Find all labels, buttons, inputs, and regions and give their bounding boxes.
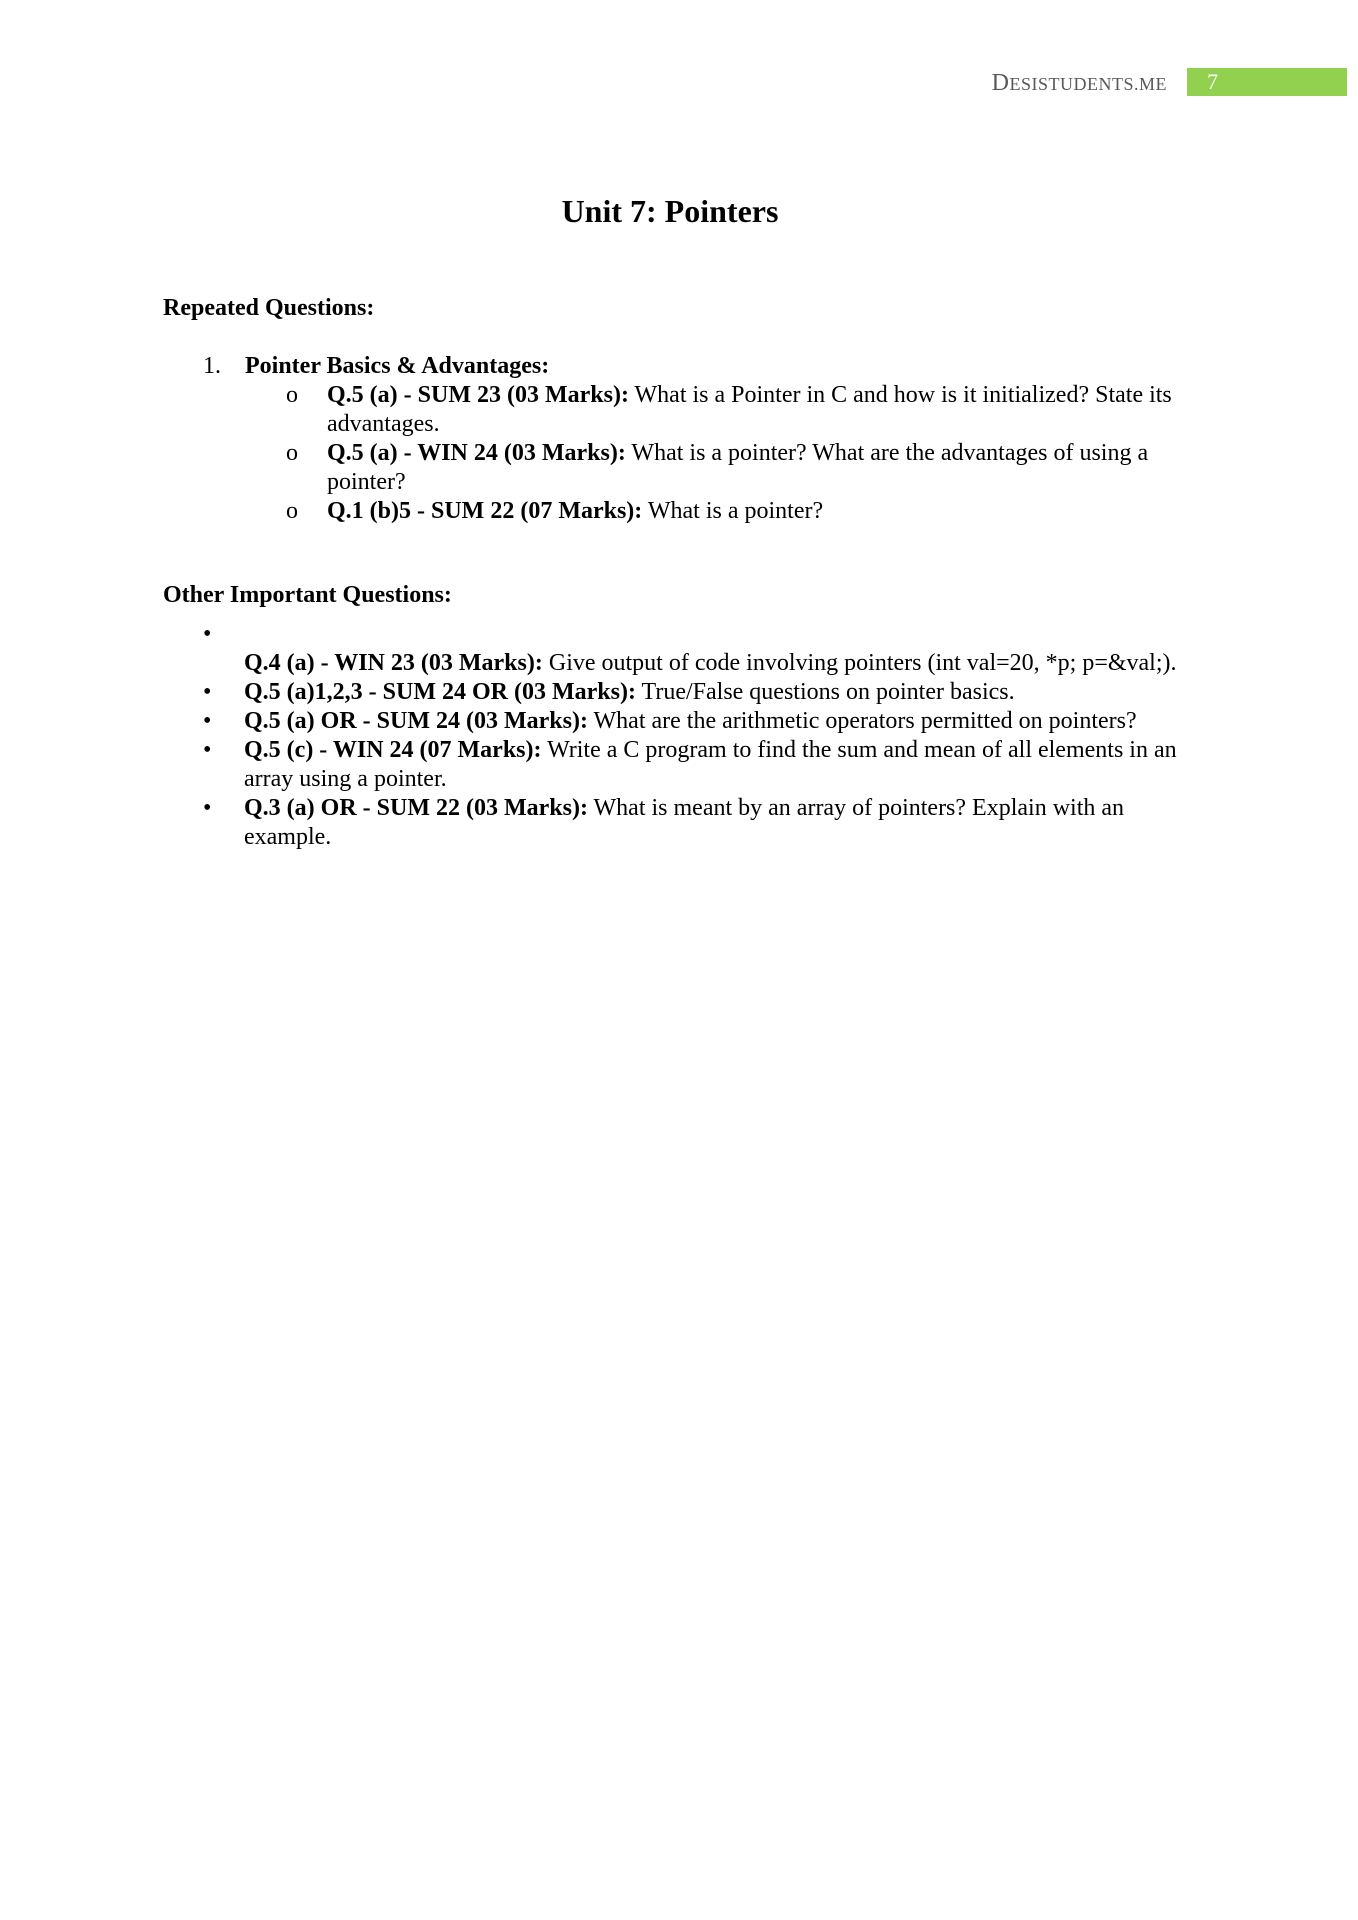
question-ref: Q.5 (a)1,2,3 - SUM 24 OR (03 Marks): bbox=[244, 679, 636, 705]
list-item bbox=[245, 497, 1185, 526]
site-name-dot: . bbox=[1134, 74, 1139, 94]
question-ref: Q.5 (a) OR - SUM 24 (03 Marks): bbox=[244, 708, 588, 734]
repeated-question-list bbox=[245, 381, 1185, 526]
site-name-rest: ESISTUDENTS bbox=[1009, 74, 1134, 94]
list-item bbox=[245, 381, 1185, 439]
empty-line bbox=[244, 620, 1193, 649]
question-text: What is a Pointer in C and how is it initialized? State its advantages. bbox=[327, 382, 1172, 437]
list-item bbox=[203, 678, 1193, 707]
question-ref: Q.5 (c) - WIN 24 (07 Marks): bbox=[244, 737, 542, 763]
question-ref: Q.4 (a) - WIN 23 (03 Marks): bbox=[244, 650, 543, 676]
question-text: True/False questions on pointer basics. bbox=[635, 679, 1015, 705]
question-text: Write a C program to find the sum and mean of all elements in an array using a pointer. bbox=[244, 737, 1177, 792]
circle-bullet-icon: o bbox=[286, 440, 298, 466]
page-number: 7 bbox=[1207, 69, 1218, 94]
other-question-list bbox=[203, 620, 1193, 852]
question-ref: Q.5 (a) - WIN 24 (03 Marks): bbox=[327, 440, 626, 466]
site-name bbox=[992, 70, 1167, 97]
bullet-icon: • bbox=[203, 795, 212, 821]
topic-number: 1. bbox=[203, 353, 221, 379]
question-ref: Q.3 (a) OR - SUM 22 (03 Marks): bbox=[244, 795, 588, 821]
site-name-initial: D bbox=[991, 70, 1010, 96]
question-ref: Q.5 (a) - SUM 23 (03 Marks): bbox=[327, 382, 629, 408]
other-questions-heading: Other Important Questions: bbox=[163, 582, 452, 608]
circle-bullet-icon: o bbox=[286, 382, 298, 408]
question-text: Give output of code involving pointers (int val=20, *p; p=&val;). bbox=[542, 650, 1177, 676]
list-item bbox=[203, 736, 1193, 794]
circle-bullet-icon: o bbox=[286, 498, 298, 524]
list-item bbox=[203, 794, 1193, 852]
list-item bbox=[203, 707, 1193, 736]
bullet-icon: • bbox=[203, 737, 212, 763]
site-name-tld: ME bbox=[1139, 74, 1167, 94]
question-text: What are the arithmetic operators permitted on pointers? bbox=[587, 708, 1137, 734]
list-item-empty bbox=[203, 620, 1193, 649]
list-item bbox=[203, 649, 1193, 678]
question-text: What is a pointer? What are the advantages of using a pointer? bbox=[327, 440, 1149, 495]
bullet-icon: • bbox=[203, 621, 212, 647]
bullet-icon: • bbox=[203, 679, 212, 705]
bullet-icon: • bbox=[203, 708, 212, 734]
topic-title: Pointer Basics & Advantages: bbox=[245, 353, 550, 379]
question-ref: Q.1 (b)5 - SUM 22 (07 Marks): bbox=[327, 498, 643, 524]
page-header bbox=[0, 68, 1358, 98]
page-number-badge bbox=[1187, 68, 1347, 96]
page-title: Unit 7: Pointers bbox=[561, 193, 779, 229]
repeated-questions-heading: Repeated Questions: bbox=[163, 295, 375, 321]
list-item bbox=[245, 439, 1185, 497]
question-text: What is a pointer? bbox=[642, 498, 824, 524]
question-text: What is meant by an array of pointers? Explain with an example. bbox=[244, 795, 1125, 850]
